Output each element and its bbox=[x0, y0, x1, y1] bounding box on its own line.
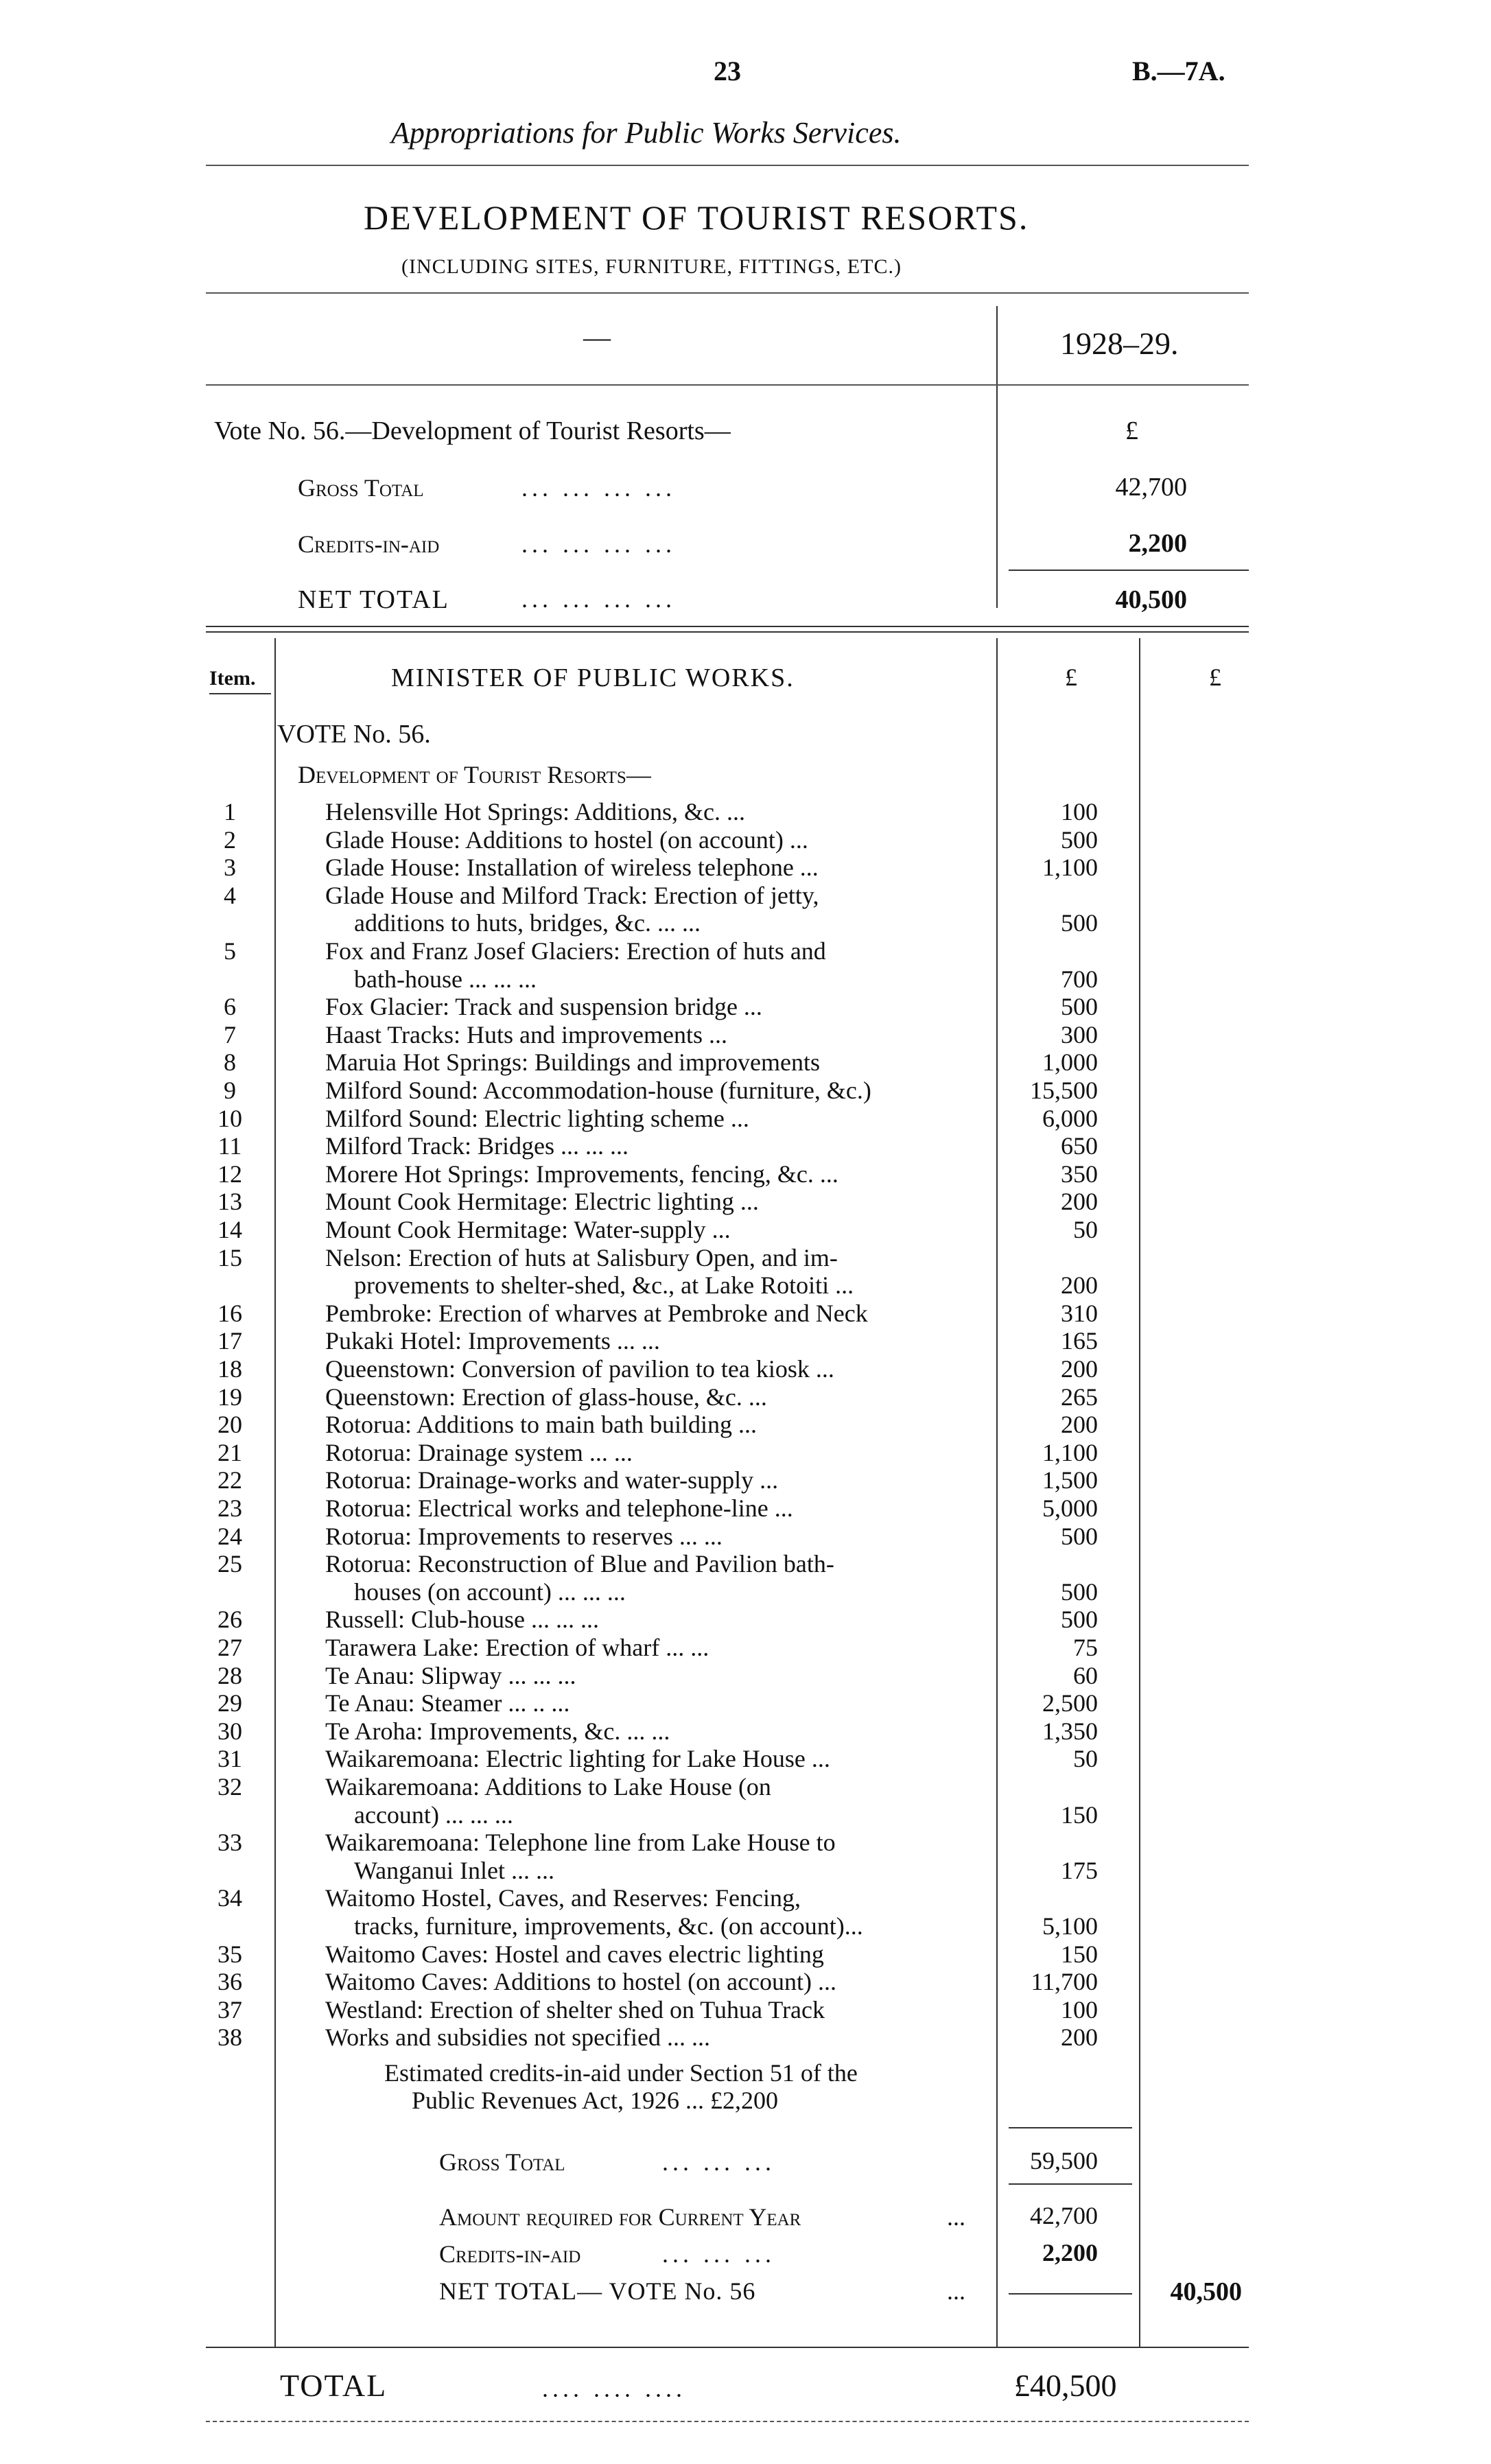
item-description: Maruia Hot Springs: Buildings and improvements bbox=[325, 1048, 820, 1077]
minister-header: MINISTER OF PUBLIC WORKS. bbox=[391, 664, 795, 692]
item-amount: 150 bbox=[1061, 1940, 1098, 1968]
page-title: DEVELOPMENT OF TOURIST RESORTS. bbox=[364, 198, 1029, 237]
estimate-line-1: Estimated credits-in-aid under Section 51 of the bbox=[384, 2059, 858, 2087]
item-description: Milford Track: Bridges ... ... ... bbox=[325, 1132, 629, 1160]
item-description: Rotorua: Drainage system ... ... bbox=[325, 1438, 633, 1466]
item-amount: 5,000 bbox=[1042, 1494, 1098, 1522]
item-amount: 1,500 bbox=[1042, 1466, 1098, 1494]
item-number: 3 bbox=[224, 854, 236, 882]
gross-bottom-rule bbox=[1009, 2183, 1132, 2185]
page-number: 23 bbox=[714, 56, 741, 86]
item-description: Te Aroha: Improvements, &c. ... ... bbox=[325, 1717, 670, 1745]
summary-net-value: 40,500 bbox=[1115, 585, 1187, 614]
summary-gross-label: Gross Total bbox=[298, 474, 424, 502]
item-number: 11 bbox=[218, 1132, 242, 1160]
item-amount: 1,100 bbox=[1042, 1438, 1098, 1466]
item-number: 9 bbox=[224, 1077, 236, 1104]
item-amount: 650 bbox=[1061, 1132, 1098, 1160]
item-number: 32 bbox=[218, 1773, 242, 1800]
item-description-continuation: additions to huts, bridges, &c. ... ... bbox=[354, 909, 701, 937]
item-number: 23 bbox=[218, 1494, 242, 1522]
item-number: 14 bbox=[218, 1216, 242, 1243]
summary-header-rule bbox=[206, 384, 1249, 386]
item-amount: 1,000 bbox=[1042, 1048, 1098, 1077]
item-description: Haast Tracks: Huts and improvements ... bbox=[325, 1020, 727, 1048]
item-amount: 50 bbox=[1073, 1745, 1098, 1773]
item-description: Glade House and Milford Track: Erection of jetty, bbox=[325, 881, 819, 909]
item-description: Pukaki Hotel: Improvements ... ... bbox=[325, 1327, 660, 1355]
item-number: 10 bbox=[218, 1104, 242, 1132]
detail-credits-value: 2,200 bbox=[1042, 2239, 1098, 2266]
item-amount: 500 bbox=[1061, 1606, 1098, 1634]
item-amount: 15,500 bbox=[1030, 1077, 1098, 1104]
detail-gross-dots: ... ... ... bbox=[662, 2148, 775, 2176]
detail-credits-label: Credits-in-aid bbox=[439, 2240, 581, 2268]
item-description-continuation: provements to shelter-shed, &c., at Lake Rotoiti ... bbox=[354, 1271, 854, 1300]
document-code: B.—7A. bbox=[1132, 56, 1225, 86]
grand-total-label: TOTAL bbox=[280, 2368, 388, 2403]
item-amount: 265 bbox=[1061, 1383, 1098, 1411]
item-number: 25 bbox=[218, 1550, 242, 1578]
item-number: 18 bbox=[218, 1355, 242, 1383]
item-number: 19 bbox=[218, 1383, 242, 1411]
item-description: Waitomo Caves: Additions to hostel (on account) ... bbox=[325, 1968, 836, 1996]
item-number: 13 bbox=[218, 1188, 242, 1216]
item-number: 6 bbox=[224, 993, 236, 1021]
item-description: Fox Glacier: Track and suspension bridge ... bbox=[325, 993, 762, 1021]
vote-line: Vote No. 56.—Development of Tourist Resorts— bbox=[214, 416, 731, 445]
item-number: 31 bbox=[218, 1745, 242, 1773]
item-number: 29 bbox=[218, 1689, 242, 1717]
detail-net-label: NET TOTAL— VOTE No. 56 bbox=[439, 2277, 756, 2305]
summary-gross-dots: ... ... ... ... bbox=[521, 474, 676, 502]
item-description: Russell: Club-house ... ... ... bbox=[325, 1606, 600, 1634]
item-amount: 500 bbox=[1061, 825, 1098, 854]
item-description: Milford Sound: Electric lighting scheme ... bbox=[325, 1104, 749, 1132]
item-description: Rotorua: Electrical works and telephone-line ... bbox=[325, 1494, 793, 1522]
item-description: Glade House: Installation of wireless telephone ... bbox=[325, 854, 819, 882]
running-title: Appropriations for Public Works Services. bbox=[391, 116, 902, 150]
item-number: 34 bbox=[218, 1884, 242, 1912]
summary-credits-dots: ... ... ... ... bbox=[521, 530, 676, 558]
item-description: Queenstown: Erection of glass-house, &c. ... bbox=[325, 1383, 767, 1411]
item-number: 17 bbox=[218, 1327, 242, 1355]
total-column-currency: £ bbox=[1209, 664, 1221, 691]
item-amount: 175 bbox=[1061, 1856, 1098, 1884]
item-amount: 700 bbox=[1061, 965, 1098, 993]
item-amount: 75 bbox=[1073, 1634, 1098, 1661]
item-description: Waitomo Hostel, Caves, and Reserves: Fencing, bbox=[325, 1884, 801, 1912]
item-description: Works and subsidies not specified ... ... bbox=[325, 2023, 711, 2052]
item-amount: 300 bbox=[1061, 1020, 1098, 1048]
grand-total-dots: .... .... .... bbox=[542, 2375, 686, 2402]
item-amount: 1,350 bbox=[1042, 1717, 1098, 1745]
item-amount: 200 bbox=[1061, 1411, 1098, 1439]
item-amount: 6,000 bbox=[1042, 1104, 1098, 1132]
item-description: Te Anau: Steamer ... .. ... bbox=[325, 1689, 570, 1717]
summary-dash: — bbox=[583, 322, 611, 353]
item-description: Waikaremoana: Electric lighting for Lake House ... bbox=[325, 1745, 830, 1773]
amount-column-currency: £ bbox=[1065, 664, 1077, 691]
item-amount: 1,100 bbox=[1042, 854, 1098, 882]
item-number: 12 bbox=[218, 1160, 242, 1188]
detail-net-dots: ... bbox=[947, 2277, 965, 2305]
item-description: Rotorua: Additions to main bath building ... bbox=[325, 1411, 757, 1439]
item-amount: 500 bbox=[1061, 909, 1098, 937]
item-number: 30 bbox=[218, 1717, 242, 1745]
item-description: Te Anau: Slipway ... ... ... bbox=[325, 1661, 576, 1689]
section-heading: Development of Tourist Resorts— bbox=[298, 761, 651, 788]
item-amount: 5,100 bbox=[1042, 1912, 1098, 1940]
item-description: Nelson: Erection of huts at Salisbury Open, and im- bbox=[325, 1243, 838, 1271]
item-amount: 200 bbox=[1061, 1271, 1098, 1300]
item-description-continuation: bath-house ... ... ... bbox=[354, 965, 537, 993]
item-amount: 310 bbox=[1061, 1299, 1098, 1327]
item-amount: 350 bbox=[1061, 1160, 1098, 1188]
title-rule bbox=[206, 292, 1249, 294]
footer-top-rule bbox=[206, 2347, 1249, 2348]
item-amount: 200 bbox=[1061, 1355, 1098, 1383]
item-amount: 500 bbox=[1061, 1577, 1098, 1606]
gross-top-rule bbox=[1009, 2127, 1132, 2128]
detail-net-value: 40,500 bbox=[1170, 2277, 1242, 2306]
item-number: 21 bbox=[218, 1438, 242, 1466]
item-amount: 60 bbox=[1073, 1661, 1098, 1689]
summary-subtotal-rule bbox=[1009, 570, 1249, 571]
detail-gross-value: 59,500 bbox=[1030, 2147, 1098, 2174]
item-description-continuation: houses (on account) ... ... ... bbox=[354, 1577, 626, 1606]
item-description-continuation: account) ... ... ... bbox=[354, 1800, 513, 1829]
summary-year: 1928–29. bbox=[1060, 326, 1179, 361]
item-description: Pembroke: Erection of wharves at Pembroke and Neck bbox=[325, 1299, 868, 1327]
detail-credits-dots: ... ... ... bbox=[662, 2240, 775, 2268]
item-description: Rotorua: Improvements to reserves ... ... bbox=[325, 1522, 723, 1550]
item-amount: 100 bbox=[1061, 798, 1098, 825]
item-description: Queenstown: Conversion of pavilion to tea kiosk ... bbox=[325, 1355, 834, 1383]
item-amount: 100 bbox=[1061, 1995, 1098, 2023]
item-header-underline bbox=[209, 693, 271, 694]
item-number: 7 bbox=[224, 1020, 236, 1048]
item-number: 15 bbox=[218, 1243, 242, 1271]
item-amount: 500 bbox=[1061, 1522, 1098, 1550]
amount-required-value: 42,700 bbox=[1030, 2202, 1098, 2229]
item-amount: 2,500 bbox=[1042, 1689, 1098, 1717]
summary-credits-value: 2,200 bbox=[1128, 529, 1187, 558]
summary-column-rule bbox=[996, 306, 998, 608]
item-number: 33 bbox=[218, 1829, 242, 1857]
net-dash-rule bbox=[1009, 2293, 1132, 2295]
item-amount: 11,700 bbox=[1031, 1968, 1098, 1996]
item-number: 26 bbox=[218, 1606, 242, 1634]
item-amount: 165 bbox=[1061, 1327, 1098, 1355]
item-description: Milford Sound: Accommodation-house (furniture, &c.) bbox=[325, 1077, 871, 1104]
grand-total-value: £40,500 bbox=[1014, 2368, 1117, 2403]
item-description: Tarawera Lake: Erection of wharf ... ... bbox=[325, 1634, 709, 1661]
summary-gross-value: 42,700 bbox=[1115, 473, 1187, 502]
item-number: 8 bbox=[224, 1048, 236, 1077]
item-amount: 500 bbox=[1061, 993, 1098, 1021]
amount-required-dots: ... bbox=[947, 2203, 965, 2231]
item-number: 2 bbox=[224, 825, 236, 854]
item-description: Helensville Hot Springs: Additions, &c. ... bbox=[325, 798, 745, 825]
footer-bottom-rule bbox=[206, 2421, 1249, 2422]
item-description: Waitomo Caves: Hostel and caves electric lighting bbox=[325, 1940, 824, 1968]
item-description: Morere Hot Springs: Improvements, fencing, &c. ... bbox=[325, 1160, 838, 1188]
item-description: Waikaremoana: Additions to Lake House (on bbox=[325, 1773, 771, 1800]
item-number: 22 bbox=[218, 1466, 242, 1494]
summary-bottom-rule-double bbox=[206, 631, 1249, 633]
item-description: Rotorua: Drainage-works and water-supply ... bbox=[325, 1466, 779, 1494]
item-column-header: Item. bbox=[209, 667, 256, 690]
item-amount: 50 bbox=[1073, 1216, 1098, 1243]
summary-bottom-rule bbox=[206, 626, 1249, 627]
estimate-line-2: Public Revenues Act, 1926 ... £2,200 bbox=[412, 2087, 778, 2114]
item-number: 20 bbox=[218, 1411, 242, 1439]
item-number: 27 bbox=[218, 1634, 242, 1661]
total-column-rule bbox=[1139, 638, 1140, 2347]
item-description: Mount Cook Hermitage: Water-supply ... bbox=[325, 1216, 731, 1243]
item-amount: 200 bbox=[1061, 2023, 1098, 2052]
item-number: 38 bbox=[218, 2023, 242, 2052]
item-number: 1 bbox=[224, 798, 236, 825]
item-number: 5 bbox=[224, 937, 236, 965]
vote-heading: VOTE No. 56. bbox=[277, 720, 431, 749]
item-number: 36 bbox=[218, 1968, 242, 1996]
item-number: 28 bbox=[218, 1661, 242, 1689]
item-number: 16 bbox=[218, 1299, 242, 1327]
detail-gross-label: Gross Total bbox=[439, 2148, 565, 2176]
summary-currency: £ bbox=[1125, 416, 1138, 445]
item-number: 35 bbox=[218, 1940, 242, 1968]
item-amount: 200 bbox=[1061, 1188, 1098, 1216]
amount-required-label: Amount required for Current Year bbox=[439, 2203, 801, 2231]
item-description: Rotorua: Reconstruction of Blue and Pavilion bath- bbox=[325, 1550, 834, 1578]
item-number: 37 bbox=[218, 1995, 242, 2023]
item-number: 24 bbox=[218, 1522, 242, 1550]
item-description: Waikaremoana: Telephone line from Lake House to bbox=[325, 1829, 836, 1857]
header-rule bbox=[206, 165, 1249, 166]
item-amount: 150 bbox=[1061, 1800, 1098, 1829]
item-description: Glade House: Additions to hostel (on account) ... bbox=[325, 825, 808, 854]
page-subtitle: (INCLUDING SITES, FURNITURE, FITTINGS, ETC.) bbox=[401, 255, 902, 278]
item-description: Mount Cook Hermitage: Electric lighting ... bbox=[325, 1188, 759, 1216]
summary-credits-label: Credits-in-aid bbox=[298, 530, 440, 558]
item-number: 4 bbox=[224, 881, 236, 909]
summary-net-label: NET TOTAL bbox=[298, 585, 449, 614]
summary-net-dots: ... ... ... ... bbox=[521, 585, 676, 613]
item-description: Westland: Erection of shelter shed on Tuhua Track bbox=[325, 1995, 825, 2023]
item-description-continuation: Wanganui Inlet ... ... bbox=[354, 1856, 555, 1884]
item-description-continuation: tracks, furniture, improvements, &c. (on account)... bbox=[354, 1912, 863, 1940]
item-description: Fox and Franz Josef Glaciers: Erection of huts and bbox=[325, 937, 826, 965]
